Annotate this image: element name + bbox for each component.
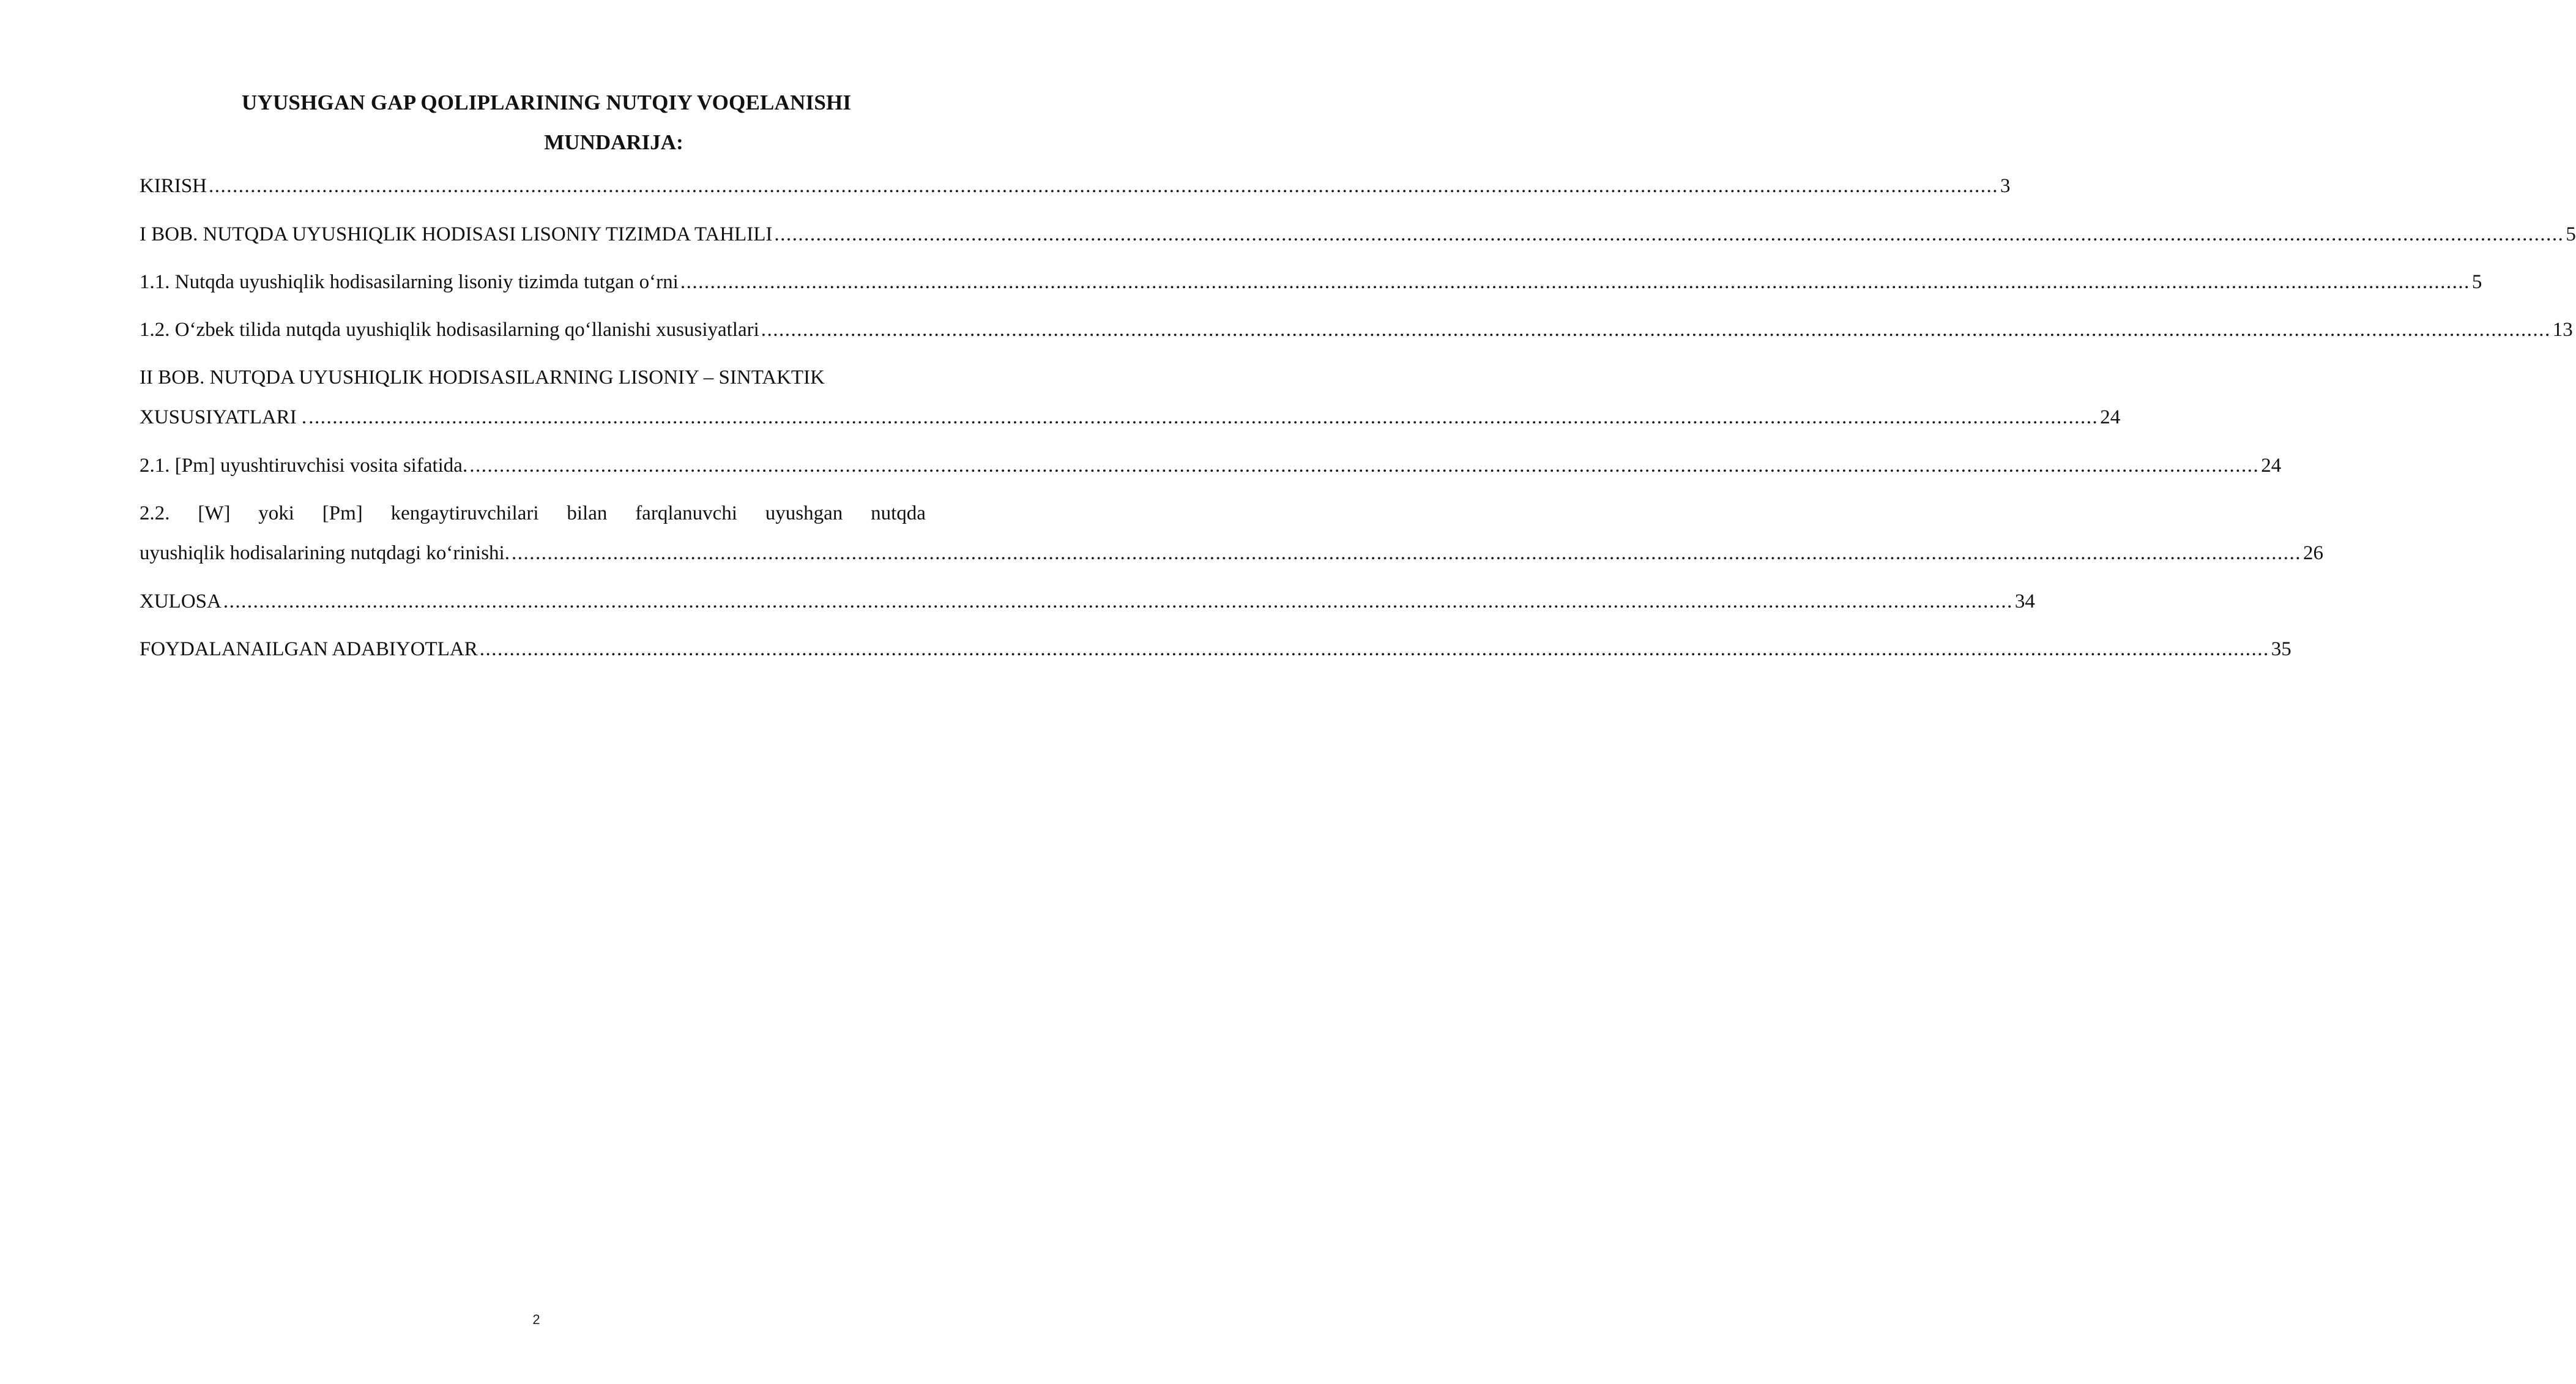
toc-page-number: 5: [2566, 223, 2576, 245]
toc-entry-chapter-1: [140, 222, 2576, 247]
toc-heading: MUNDARIJA:: [544, 130, 683, 154]
toc-entry-word: yoki: [258, 502, 294, 524]
toc-leader-dots: ............................................................................................................................................................................................................................................................................................................: [511, 542, 2301, 564]
toc-entry-references: [140, 637, 2291, 661]
toc-leader-dots: ............................................................................................................................................................................................................................................................................................................: [761, 319, 2551, 341]
toc-page-number: 24: [2261, 455, 2282, 477]
toc-entry-section-2-1: [140, 453, 2282, 478]
toc-entry-section-2-2-line-1: [140, 501, 926, 526]
toc-entry-word: uyushgan: [765, 502, 843, 524]
toc-entry-text: II BOB. NUTQDA UYUSHIQLIK HODISASILARNING LISONIY – SINTAKTIK: [140, 366, 825, 389]
toc-entry-word: [Pm]: [322, 502, 363, 524]
toc-entry-word: kengaytiruvchilari: [390, 502, 539, 524]
toc-entry-word: bilan: [567, 502, 608, 524]
toc-entry-chapter-2-line-1: [140, 365, 926, 390]
toc-page-number: 3: [2000, 175, 2011, 197]
toc-page-number: 5: [2471, 271, 2482, 293]
toc-leader-dots: ............................................................................................................................................................................................................................................................................................................: [479, 638, 2269, 660]
page-number: 2: [532, 1312, 540, 1327]
toc-entry-text: XULOSA: [140, 590, 221, 612]
toc-entry-word: farqlanuvchi: [635, 502, 737, 524]
toc-page-number: 34: [2014, 590, 2035, 612]
toc-entry-section-1-1: [140, 270, 2482, 294]
toc-entry-word: [W]: [198, 502, 231, 524]
toc-entry-text: 1.2. O‘zbek tilida nutqda uyushiqlik hodisasilarning qo‘llanishi xususiyatlari: [140, 319, 759, 341]
toc-entry-text: 2.1. [Pm] uyushtiruvchisi vosita sifatida.: [140, 455, 468, 477]
document-title: UYUSHGAN GAP QOLIPLARINING NUTQIY VOQELANISHI: [242, 91, 852, 114]
toc-page-number: 13: [2552, 319, 2573, 341]
toc-leader-dots: ............................................................................................................................................................................................................................................................................................................: [209, 175, 1999, 197]
toc-leader-dots: ............................................................................................................................................................................................................................................................................................................: [308, 406, 2099, 428]
toc-entry-text: FOYDALANAILGAN ADABIYOTLAR: [140, 638, 478, 660]
toc-page-number: 35: [2271, 638, 2291, 660]
toc-entry-word: 2.2.: [140, 502, 170, 524]
toc-entry-text: KIRISH: [140, 175, 207, 197]
toc-entry-conclusion: [140, 589, 2035, 614]
toc-entry-text: I BOB. NUTQDA UYUSHIQLIK HODISASI LISONIY TIZIMDA TAHLILI: [140, 223, 773, 245]
toc-leader-dots: ............................................................................................................................................................................................................................................................................................................: [680, 271, 2470, 293]
toc-page-number: 24: [2100, 406, 2121, 428]
toc-leader-dots: ............................................................................................................................................................................................................................................................................................................: [774, 223, 2564, 245]
toc-entry-kirish: [140, 174, 2011, 198]
toc-entry-section-2-2: [140, 541, 2323, 565]
toc-entry-text: 1.1. Nutqda uyushiqlik hodisasilarning lisoniy tizimda tutgan o‘rni: [140, 271, 679, 293]
toc-entry-text: XUSUSIYATLARI .: [140, 406, 307, 428]
toc-entry-chapter-2: [140, 405, 2121, 430]
toc-leader-dots: ............................................................................................................................................................................................................................................................................................................: [223, 590, 2013, 612]
toc-entry-section-1-2: [140, 318, 2573, 342]
toc-entry-text: [140, 501, 926, 526]
toc-page-number: 26: [2302, 542, 2323, 564]
toc-leader-dots: ............................................................................................................................................................................................................................................................................................................: [469, 455, 2260, 477]
toc-entry-text: uyushiqlik hodisalarining nutqdagi ko‘rinishi.: [140, 542, 510, 564]
toc-entry-word: nutqda: [871, 502, 926, 524]
